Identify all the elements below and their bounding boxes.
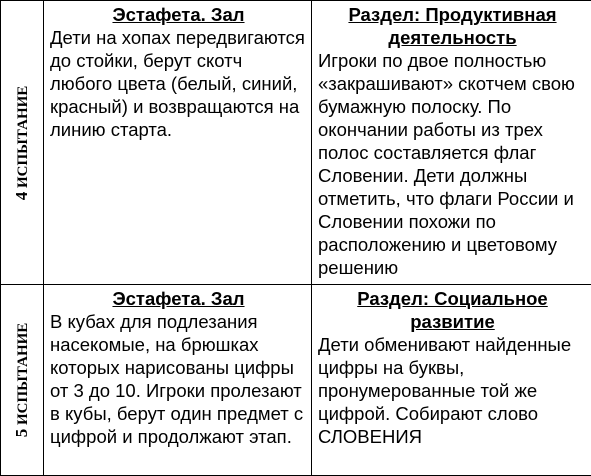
stage-label xyxy=(12,323,32,438)
table-row xyxy=(1,1,591,285)
section-title: Раздел: Социальное развитие xyxy=(318,287,587,333)
stage-label-cell xyxy=(1,285,44,476)
section-cell xyxy=(312,1,591,285)
stage-label-text: ИСПЫТАНИЕ xyxy=(15,323,31,425)
relay-description: Дети на хопах передвигаются до стойки, берут скотч любого цвета (белый, синий, красный) и возвращаются на линию старта. xyxy=(50,26,307,141)
relay-cell xyxy=(44,1,312,285)
relay-cell xyxy=(44,285,312,476)
stage-label-text: ИСПЫТАНИЕ xyxy=(15,85,31,187)
stage-label-cell xyxy=(1,1,44,285)
table-row xyxy=(1,285,591,476)
relay-title: Эстафета. Зал xyxy=(50,287,307,310)
relay-title: Эстафета. Зал xyxy=(50,3,307,26)
stage-number: 4 xyxy=(12,191,31,200)
stage-label xyxy=(12,85,32,200)
section-description: Дети обменивают найденные цифры на буквы, пронумерованные той же цифрой. Собирают слово СЛОВЕНИЯ xyxy=(318,333,587,448)
section-description: Игроки по двое полностью «закрашивают» скотчем свою бумажную полоску. По окончании работы из трех полос составляется флаг Словении. Дети должны отметить, что флаги России и Словении похожи по расположению и цветовому решению xyxy=(318,49,587,279)
stage-number: 5 xyxy=(12,429,31,438)
section-title: Раздел: Продуктивная деятельность xyxy=(318,3,587,49)
relay-description: В кубах для подлезания насекомые, на брюшках которых нарисованы цифры от 3 до 10. Игроки пролезают в кубы, берут один предмет с цифрой и продолжают этап. xyxy=(50,310,307,448)
section-cell xyxy=(312,285,591,476)
